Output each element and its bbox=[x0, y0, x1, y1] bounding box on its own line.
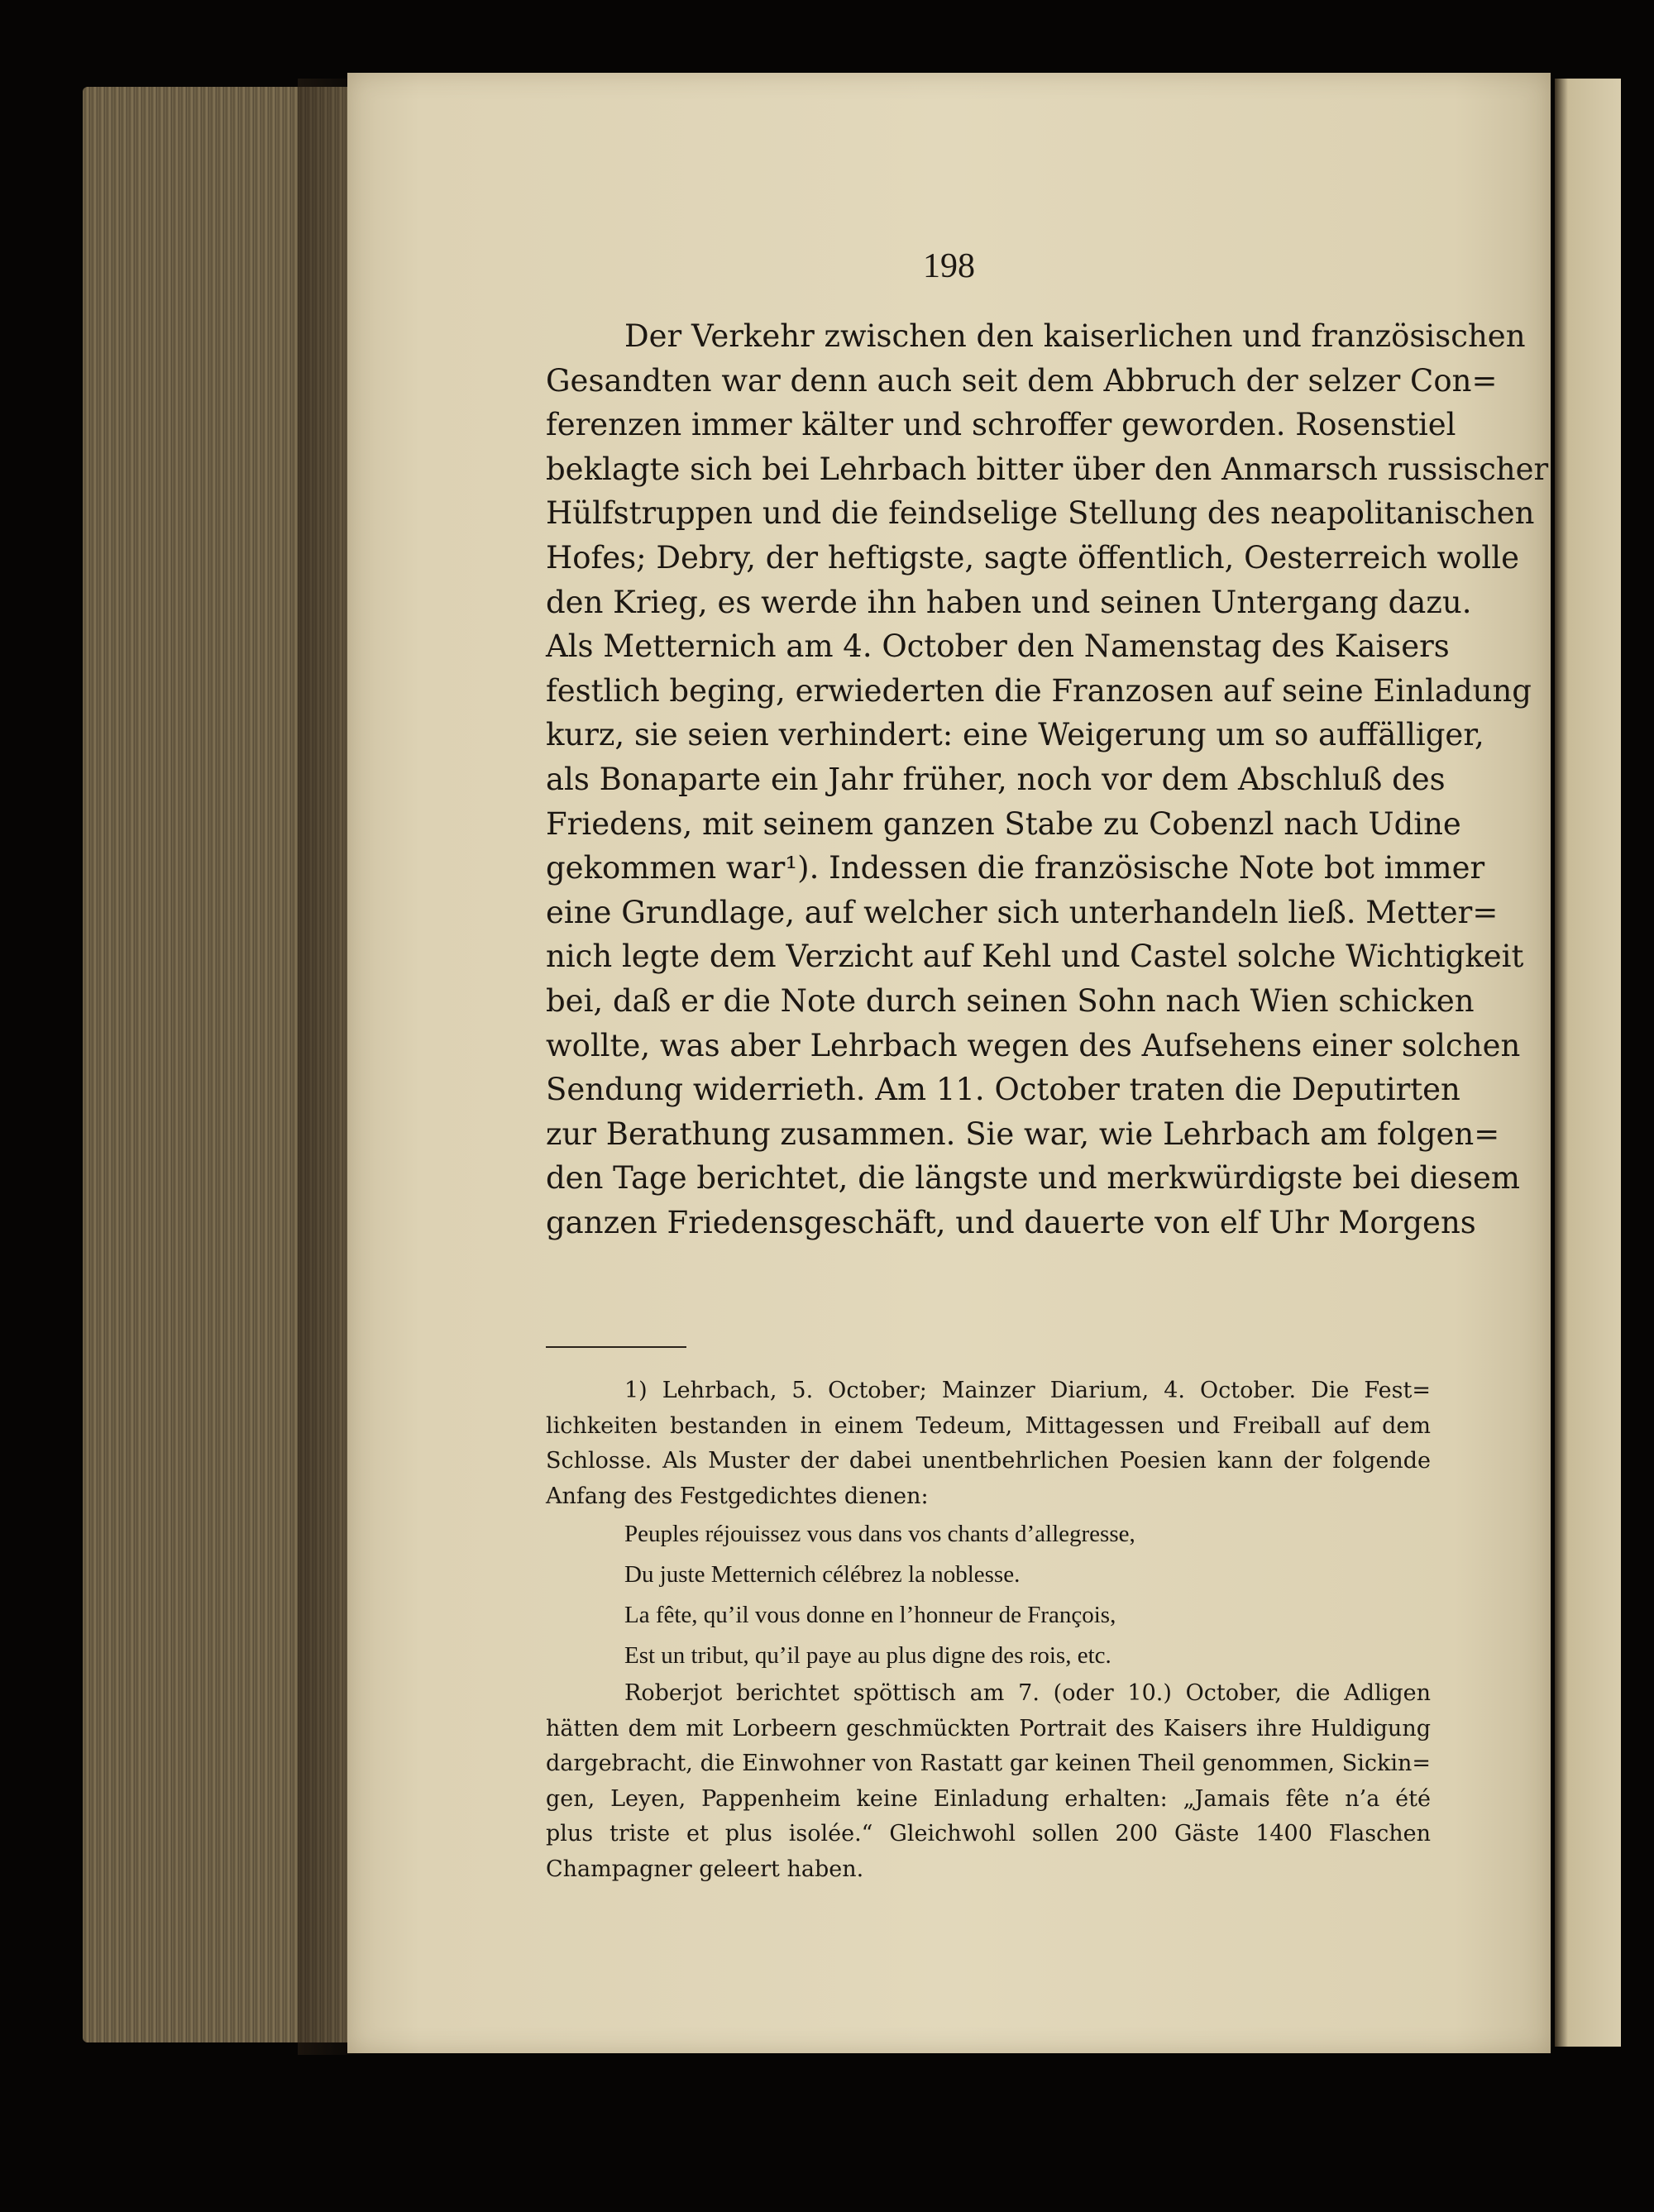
verse-line: La fête, qu’il vous donne en l’honneur de François, bbox=[624, 1602, 1116, 1628]
footnote-line: dargebracht, die Einwohner von Rastatt gar keinen Theil genommen, Sickin= bbox=[546, 1751, 1431, 1776]
body-line: Hülfstruppen und die feindselige Stellung des neapolitanischen bbox=[546, 495, 1535, 532]
verse-line: Peuples réjouissez vous dans vos chants d’allegresse, bbox=[624, 1521, 1135, 1547]
body-line: den Tage berichtet, die längste und merkwürdigste bei diesem bbox=[546, 1160, 1520, 1197]
footnote-line: Roberjot berichtet spöttisch am 7. (oder 10.) October, die Adligen bbox=[624, 1680, 1431, 1706]
body-line: den Krieg, es werde ihn haben und seinen Untergang dazu. bbox=[546, 584, 1472, 620]
footnote-line: hätten dem mit Lorbeern geschmückten Portrait des Kaisers ihre Huldigung bbox=[546, 1715, 1431, 1741]
body-line: Friedens, mit seinem ganzen Stabe zu Cobenzl nach Udine bbox=[546, 805, 1461, 842]
body-line: Der Verkehr zwischen den kaiserlichen und französischen bbox=[624, 318, 1526, 354]
body-line: bei, daß er die Note durch seinen Sohn nach Wien schicken bbox=[546, 982, 1475, 1019]
facing-page-edge bbox=[1555, 79, 1621, 2047]
body-text bbox=[546, 314, 1549, 1245]
body-line: nich legte dem Verzicht auf Kehl und Castel solche Wichtigkeit bbox=[546, 939, 1524, 975]
footnote-line: Schlosse. Als Muster der dabei unentbehrlichen Poesien kann der folgende bbox=[546, 1448, 1431, 1474]
footnote-line: plus triste et plus isolée.“ Gleichwohl sollen 200 Gäste 1400 Flaschen bbox=[546, 1821, 1431, 1847]
body-line: Sendung widerrieth. Am 11. October traten die Deputirten bbox=[546, 1072, 1460, 1108]
footnote-line: 1) Lehrbach, 5. October; Mainzer Diarium, 4. October. Die Fest= bbox=[624, 1378, 1431, 1403]
body-line: Gesandten war denn auch seit dem Abbruch der selzer Con= bbox=[546, 362, 1498, 399]
verse-line: Du juste Metternich célébrez la noblesse. bbox=[624, 1561, 1021, 1588]
body-line: eine Grundlage, auf welcher sich unterhandeln ließ. Metter= bbox=[546, 894, 1499, 930]
page-number: 198 bbox=[923, 247, 975, 285]
footnote-line: lichkeiten bestanden in einem Tedeum, Mittagessen und Freiball auf dem bbox=[546, 1412, 1431, 1439]
body-line: gekommen war¹). Indessen die französische Note bot immer bbox=[546, 850, 1485, 886]
body-line: kurz, sie seien verhindert: eine Weigerung um so auffälliger, bbox=[546, 717, 1484, 753]
footnotes bbox=[546, 1374, 1431, 1887]
body-line: Als Metternich am 4. October den Namenstag des Kaisers bbox=[546, 628, 1450, 665]
body-line: als Bonaparte ein Jahr früher, noch vor dem Abschluß des bbox=[546, 761, 1446, 797]
body-line: ferenzen immer kälter und schroffer geworden. Rosenstiel bbox=[546, 407, 1456, 443]
verse-line: Est un tribut, qu’il paye au plus digne des rois, etc. bbox=[624, 1642, 1111, 1669]
footnote-line: Champagner geleert haben. bbox=[546, 1856, 864, 1882]
book-page bbox=[347, 73, 1551, 2053]
body-line: zur Berathung zusammen. Sie war, wie Lehrbach am folgen= bbox=[546, 1116, 1500, 1152]
footnote-line: Anfang des Festgedichtes dienen: bbox=[546, 1483, 929, 1509]
body-line: ganzen Friedensgeschäft, und dauerte von elf Uhr Morgens bbox=[546, 1204, 1476, 1240]
footnote-divider bbox=[546, 1346, 686, 1348]
body-line: festlich beging, erwiederten die Franzosen auf seine Einladung bbox=[546, 672, 1532, 709]
footnote-line: gen, Leyen, Pappenheim keine Einladung erhalten: „Jamais fête n’a été bbox=[546, 1785, 1431, 1812]
body-line: beklagte sich bei Lehrbach bitter über den Anmarsch russischer bbox=[546, 451, 1549, 487]
body-line: Hofes; Debry, der heftigste, sagte öffentlich, Oesterreich wolle bbox=[546, 539, 1519, 576]
body-line: wollte, was aber Lehrbach wegen des Aufsehens einer solchen bbox=[546, 1027, 1521, 1063]
